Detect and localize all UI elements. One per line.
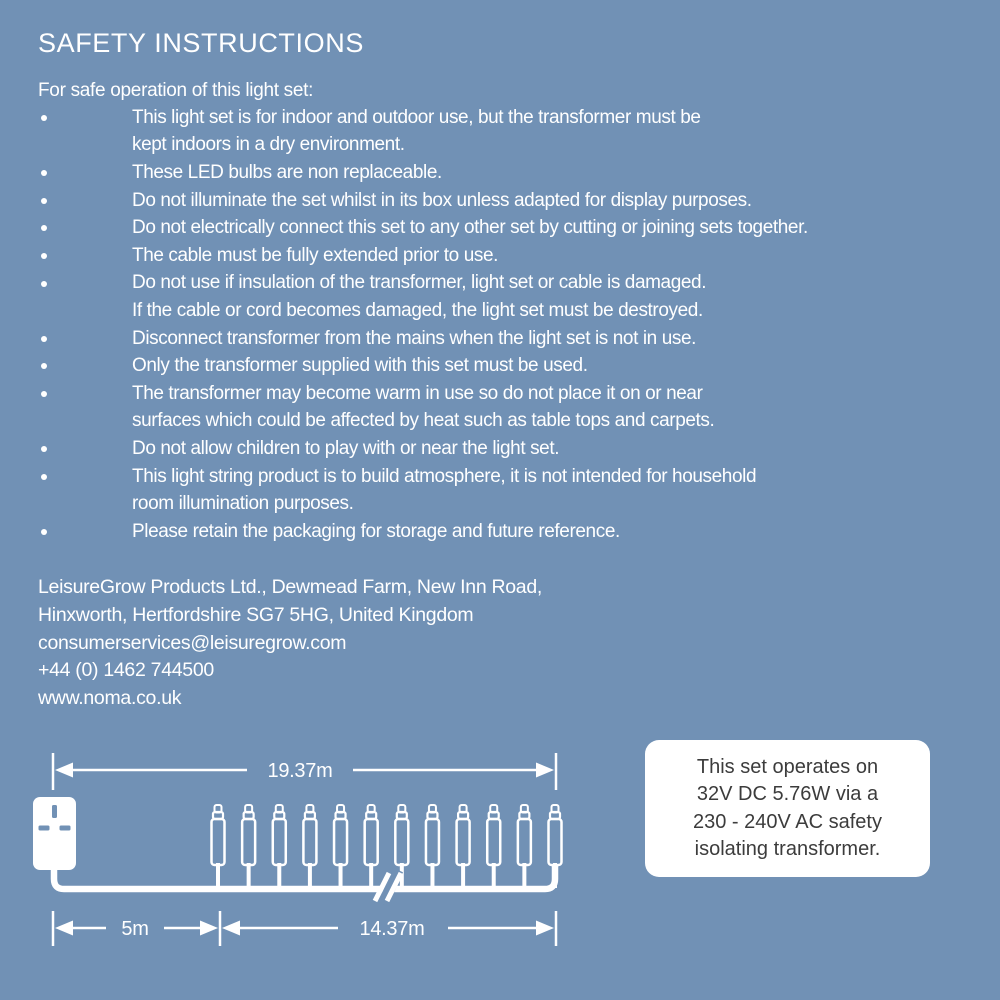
instruction-text: surfaces which could be affected by heat such as table tops and carpets. — [132, 410, 715, 432]
cable — [54, 866, 555, 889]
lead-length-label: 5m — [121, 918, 149, 940]
company-address-line: LeisureGrow Products Ltd., Dewmead Farm, New Inn Road, — [38, 576, 543, 599]
list-item-continuation — [38, 132, 808, 160]
arrow-right-icon — [536, 921, 554, 936]
power-info-line: 230 - 240V AC safety — [692, 810, 882, 833]
list-item — [38, 352, 808, 380]
intro-text: For safe operation of this light set: — [38, 80, 314, 101]
bulb-icon — [457, 805, 470, 888]
contact-website: www.noma.co.uk — [38, 687, 182, 710]
list-item — [38, 380, 808, 408]
instruction-text: Do not illuminate the set whilst in its box unless adapted for display purposes. — [132, 189, 752, 211]
company-address-line: Hinxworth, Hertfordshire SG7 5HG, United Kingdom — [38, 604, 474, 627]
instruction-text: Disconnect transformer from the mains when the light set is not in use. — [132, 327, 697, 349]
list-item-continuation — [38, 297, 808, 325]
list-item — [38, 325, 808, 353]
bulb-icon — [273, 805, 286, 888]
page-title: SAFETY INSTRUCTIONS — [38, 28, 364, 58]
power-info-line: 32V DC 5.76W via a — [696, 783, 879, 805]
bullet-icon — [41, 363, 47, 369]
power-info-box — [645, 740, 930, 877]
instruction-text: Do not electrically connect this set to any other set by cutting or joining sets together. — [132, 217, 808, 239]
plug-icon — [33, 797, 76, 870]
instruction-text: Do not allow children to play with or near the light set. — [132, 437, 560, 459]
instruction-text: Only the transformer supplied with this set must be used. — [132, 355, 588, 377]
bulb-icon — [365, 805, 378, 888]
bulb-icon — [242, 805, 255, 888]
instruction-text: kept indoors in a dry environment. — [132, 134, 405, 156]
bullet-icon — [41, 336, 47, 342]
list-item — [38, 518, 808, 546]
bullet-icon — [41, 391, 47, 397]
total-length-label: 19.37m — [267, 760, 333, 782]
bullet-icon — [41, 529, 47, 535]
bulb-icon — [334, 805, 347, 888]
bulb-icon — [487, 805, 500, 888]
bulb-icon — [518, 805, 531, 888]
list-item — [38, 159, 808, 187]
list-item — [38, 463, 808, 491]
lit-length-label: 14.37m — [359, 918, 425, 940]
light-set-diagram — [0, 740, 600, 960]
instruction-text: Please retain the packaging for storage and future reference. — [132, 520, 620, 542]
arrow-left-icon — [222, 921, 240, 936]
bullet-icon — [41, 281, 47, 287]
bullet-icon — [41, 446, 47, 452]
bullet-icon — [41, 253, 47, 259]
list-item-continuation — [38, 490, 808, 518]
bulb-icon — [303, 805, 316, 888]
list-item — [38, 104, 808, 132]
arrow-right-icon — [536, 763, 554, 778]
instruction-text: Do not use if insulation of the transformer, light set or cable is damaged. — [132, 272, 707, 294]
list-item — [38, 214, 808, 242]
instruction-text: These LED bulbs are non replaceable. — [132, 161, 442, 183]
arrow-left-icon — [55, 921, 73, 936]
power-info-line: This set operates on — [696, 755, 879, 778]
bullet-icon — [41, 225, 47, 231]
instruction-text: room illumination purposes. — [132, 493, 354, 515]
contact-email: consumerservices@leisuregrow.com — [38, 631, 347, 654]
power-info-line: isolating transformer. — [694, 838, 881, 860]
bulb-icon — [426, 805, 439, 888]
list-item — [38, 187, 808, 215]
arrow-left-icon — [55, 763, 73, 778]
contact-phone: +44 (0) 1462 744500 — [38, 659, 214, 682]
list-item — [38, 242, 808, 270]
arrow-right-icon — [200, 921, 218, 936]
list-item — [38, 435, 808, 463]
bullet-icon — [41, 198, 47, 204]
list-item-continuation — [38, 408, 808, 436]
instruction-text: The cable must be fully extended prior to use. — [132, 244, 499, 266]
safety-instruction-list — [38, 104, 808, 546]
lit-length-dimension — [222, 911, 556, 946]
total-length-dimension — [53, 753, 556, 790]
contact-block — [38, 574, 542, 712]
lead-length-dimension — [53, 911, 220, 946]
bullet-icon — [41, 170, 47, 176]
list-item — [38, 270, 808, 298]
instruction-text: The transformer may become warm in use so do not place it on or near — [132, 382, 703, 404]
instruction-text: If the cable or cord becomes damaged, the light set must be destroyed. — [132, 299, 703, 321]
bulb-icon — [549, 805, 562, 888]
instruction-text: This light set is for indoor and outdoor use, but the transformer must be — [132, 106, 701, 128]
bullet-icon — [41, 474, 47, 480]
bullet-icon — [41, 115, 47, 121]
bulb-icon — [212, 805, 225, 888]
instruction-text: This light string product is to build atmosphere, it is not intended for household — [132, 465, 757, 487]
